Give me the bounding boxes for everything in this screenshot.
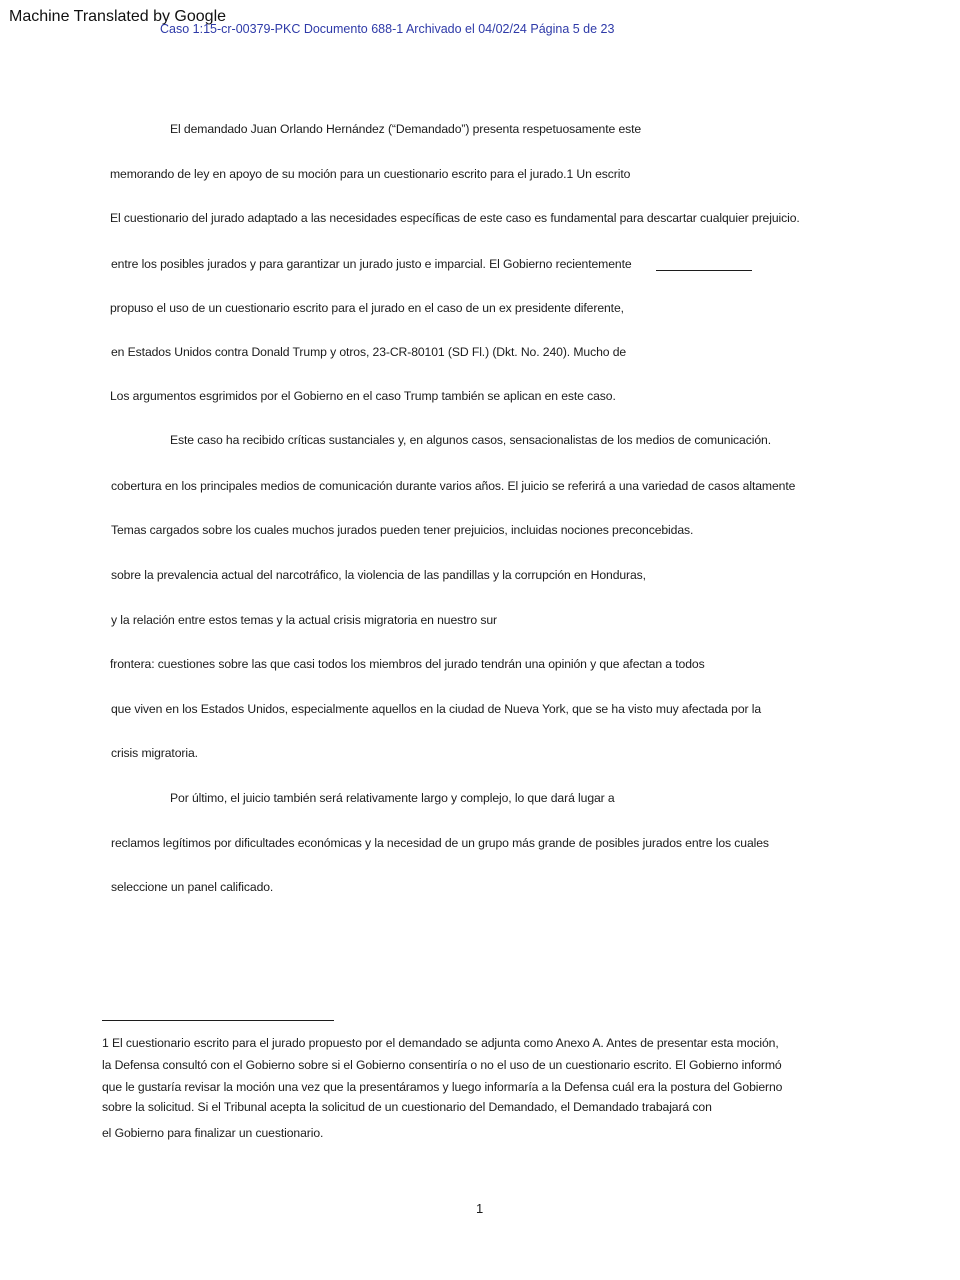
body-line: entre los posibles jurados y para garantizar un jurado justo e imparcial. El Gobierno recientemente (111, 257, 632, 271)
footnote-line: el Gobierno para finalizar un cuestionario. (102, 1126, 324, 1140)
body-line: y la relación entre estos temas y la actual crisis migratoria en nuestro sur (111, 613, 497, 627)
body-line: que viven en los Estados Unidos, especialmente aquellos en la ciudad de Nueva York, que se ha visto muy afectada por la (111, 702, 762, 716)
body-line: seleccione un panel calificado. (111, 880, 274, 894)
page-number: 1 (476, 1201, 484, 1216)
body-line: sobre la prevalencia actual del narcotráfico, la violencia de las pandillas y la corrupción en Honduras, (111, 568, 646, 582)
body-line: memorando de ley en apoyo de su moción para un cuestionario escrito para el jurado.1 Un escrito (110, 167, 631, 181)
body-line: Temas cargados sobre los cuales muchos jurados pueden tener prejuicios, incluidas nociones preconcebidas. (111, 523, 694, 537)
footnote-line: la Defensa consultó con el Gobierno sobre si el Gobierno consentiría o no el uso de un cuestionario escrito. El Gobierno informó (102, 1058, 782, 1072)
body-line: Los argumentos esgrimidos por el Gobierno en el caso Trump también se aplican en este caso. (110, 389, 616, 403)
body-line: cobertura en los principales medios de comunicación durante varios años. El juicio se referirá a una variedad de casos altamente (111, 479, 796, 493)
body-line: propuso el uso de un cuestionario escrito para el jurado en el caso de un ex presidente diferente, (110, 301, 624, 315)
body-line: Por último, el juicio también será relativamente largo y complejo, lo que dará lugar a (170, 791, 615, 805)
body-line: reclamos legítimos por dificultades económicas y la necesidad de un grupo más grande de posibles jurados entre los cuales (111, 836, 769, 850)
footnote-line: 1 El cuestionario escrito para el jurado propuesto por el demandado se adjunta como Anexo A. Antes de presentar esta moción, (102, 1036, 779, 1050)
machine-translation-watermark: Machine Translated by Google (9, 8, 227, 25)
body-line: frontera: cuestiones sobre las que casi todos los miembros del jurado tendrán una opinión y que afectan a todos (110, 657, 705, 671)
footnote-separator (102, 1020, 334, 1021)
footnote-line: sobre la solicitud. Si el Tribunal acepta la solicitud de un cuestionario del Demandado, el Demandado trabajará con (102, 1100, 712, 1114)
underline-rule (656, 270, 752, 271)
body-line: crisis migratoria. (111, 746, 198, 760)
footnote-line: que le gustaría revisar la moción una vez que la presentáramos y luego informaría a la Defensa cuál era la postura del Gobierno (102, 1080, 783, 1094)
case-header: Caso 1:15-cr-00379-PKC Documento 688-1 Archivado el 04/02/24 Página 5 de 23 (160, 22, 615, 36)
body-line: Este caso ha recibido críticas sustanciales y, en algunos casos, sensacionalistas de los medios de comunicación. (170, 433, 771, 447)
body-line: El demandado Juan Orlando Hernández (“Demandado”) presenta respetuosamente este (170, 122, 642, 136)
body-line: El cuestionario del jurado adaptado a las necesidades específicas de este caso es fundamental para descartar cualquier prejuicio. (110, 211, 800, 225)
body-line: en Estados Unidos contra Donald Trump y otros, 23-CR-80101 (SD Fl.) (Dkt. No. 240). Mucho de (111, 345, 627, 359)
